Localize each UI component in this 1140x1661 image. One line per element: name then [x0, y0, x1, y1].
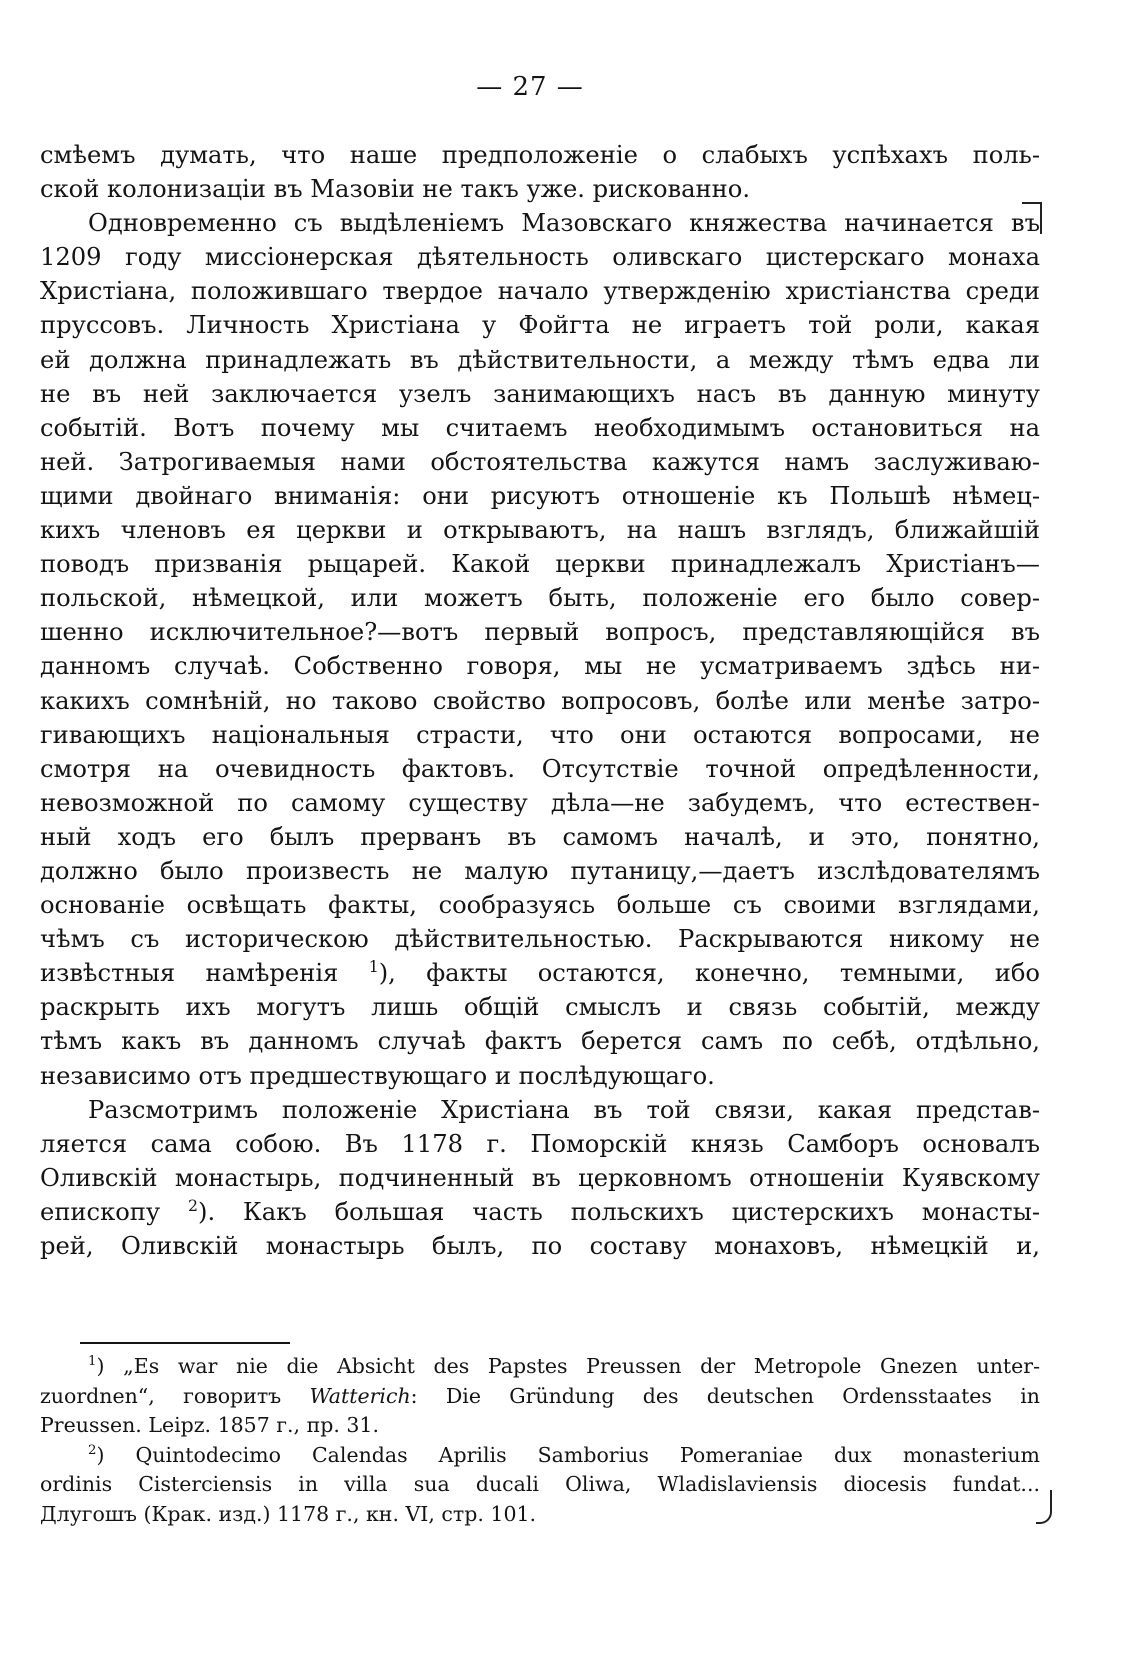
footnotes	[40, 1352, 1040, 1529]
text-segment: извѣстныя намѣренія	[40, 959, 339, 988]
footnote-line: Длугошъ (Крак. изд.) 1178 г., кн. VI, стр. 101.	[40, 1501, 537, 1526]
text-segment: zuordnen“, говоритъ	[40, 1383, 310, 1408]
text-segment: епископу	[40, 1197, 161, 1226]
text-line: чѣмъ съ историческою дѣйствительностью. Раскрываются никому не	[40, 925, 1040, 954]
text-line: ный ходъ его былъ прерванъ въ самомъ началѣ, и это, понятно,	[40, 822, 1040, 851]
text-line: кихъ членовъ ея церкви и открываютъ, на нашъ взглядъ, ближайшій	[40, 516, 1040, 545]
footnote-1	[40, 1352, 1040, 1441]
text-line: пруссовъ. Личность Христіана у Фойгта не играетъ той роли, какая	[40, 311, 1040, 340]
text-line: Одновременно съ выдѣленіемъ Мазовскаго княжества начинается въ	[88, 209, 1040, 238]
text-line: данномъ случаѣ. Собственно говоря, мы не усматриваемъ здѣсь ни-	[40, 652, 1040, 681]
text-line: щими двойнаго вниманія: они рисуютъ отношеніе къ Польшѣ нѣмец-	[40, 481, 1040, 510]
footnote-marker: 1	[88, 1354, 97, 1370]
footnote-marker: 2	[88, 1442, 97, 1458]
footnote-line: ordinis Cisterciensis in villa sua ducali Oliwa, Wladislaviensis diocesis fundat...	[40, 1472, 1040, 1496]
text-line: смѣемъ думать, что наше предположеніе о слабыхъ успѣхахъ поль-	[40, 141, 1040, 169]
paragraph-2	[40, 206, 1040, 1092]
text-line: какихъ сомнѣній, но таково свойство вопросовъ, болѣе или менѣе затро-	[40, 686, 1040, 715]
text-segment: ), факты остаются, конечно, темными, ибо	[378, 959, 1040, 988]
text-line: невозможной по самому существу дѣла—не забудемъ, что естествен-	[40, 788, 1040, 817]
text-line: Оливскій монастырь, подчиненный въ церковномъ отношеніи Куявскому	[40, 1163, 1040, 1192]
text-line: раскрыть ихъ могутъ лишь общій смыслъ и связь событій, между	[40, 993, 1040, 1022]
text-line: ской колонизаціи въ Мазовіи не такъ уже. рискованно.	[40, 175, 751, 204]
footnote-ref-2: 2	[188, 1195, 199, 1215]
margin-scribble-mark	[1036, 1490, 1052, 1524]
footnote-divider	[80, 1342, 290, 1344]
text-line: рей, Оливскій монастырь былъ, по составу монаховъ, нѣмецкій и,	[40, 1232, 1040, 1260]
text-line: поводъ призванія рыцарей. Какой церкви принадлежалъ Христіанъ—	[40, 550, 1040, 579]
text-line: должно было произвесть не малую путаницу,—даетъ изслѣдователямъ	[40, 856, 1040, 885]
text-line: Христіана, положившаго твердое начало утвержденію христіанства среди	[40, 277, 1040, 306]
footnote-ref-1: 1	[368, 957, 379, 977]
footnote-line	[40, 1352, 1040, 1382]
paragraph-1	[40, 138, 1040, 206]
text-line: основаніе освѣщать факты, сообразуясь больше съ своими взглядами,	[40, 891, 1040, 920]
text-line: не въ ней заключается узелъ занимающихъ насъ въ данную минуту	[40, 379, 1040, 408]
footnote-line	[40, 1382, 1040, 1412]
text-line: независимо отъ предшествующаго и послѣдующаго.	[40, 1061, 715, 1090]
footnote-2	[40, 1441, 1040, 1530]
text-line: Разсмотримъ положеніе Христіана въ той связи, какая представ-	[88, 1095, 1040, 1124]
text-segment: ). Какъ большая часть польскихъ цистерскихъ монасты-	[198, 1197, 1040, 1226]
main-text	[40, 138, 1040, 1263]
text-line-with-footnote	[40, 956, 1040, 990]
text-line: ляется сама собою. Въ 1178 г. Поморскій князь Самборъ основалъ	[40, 1129, 1040, 1158]
author-name: Watterich	[309, 1383, 411, 1408]
text-line: тѣмъ какъ въ данномъ случаѣ фактъ берется самъ по себѣ, отдѣльно,	[40, 1027, 1040, 1056]
text-line: событій. Вотъ почему мы считаемъ необходимымъ остановиться на	[40, 413, 1040, 442]
text-line: ней. Затрогиваемыя нами обстоятельства кажутся намъ заслуживаю-	[40, 447, 1040, 476]
text-segment: ) „Es war nie die Absicht des Papstes Preussen der Metropole Gnezen unter-	[96, 1354, 1040, 1378]
text-segment: : Die Gründung des deutschen Ordensstaates in	[410, 1383, 1040, 1408]
paragraph-3	[40, 1093, 1040, 1263]
text-line: ей должна принадлежать въ дѣйствительности, а между тѣмъ едва ли	[40, 345, 1040, 374]
footnote-line: Preussen. Leipz. 1857 г., пр. 31.	[40, 1413, 379, 1437]
text-line-with-footnote	[40, 1195, 1040, 1229]
page-number: — 27 —	[476, 72, 584, 102]
text-segment: ) Quintodecimo Calendas Aprilis Samborius Pomeraniae dux monasterium	[96, 1442, 1040, 1467]
footnote-line	[40, 1441, 1040, 1471]
text-line: польской, нѣмецкой, или можетъ быть, положеніе его было совер-	[40, 584, 1040, 613]
text-line: шенно исключительное?—вотъ первый вопросъ, представляющійся въ	[40, 618, 1040, 647]
text-line: 1209 году миссіонерская дѣятельность оливскаго цистерскаго монаха	[40, 243, 1040, 272]
text-line: гивающихъ національныя страсти, что они остаются вопросами, не	[40, 720, 1040, 749]
text-line: смотря на очевидность фактовъ. Отсутствіе точной опредѣленности,	[40, 754, 1040, 783]
